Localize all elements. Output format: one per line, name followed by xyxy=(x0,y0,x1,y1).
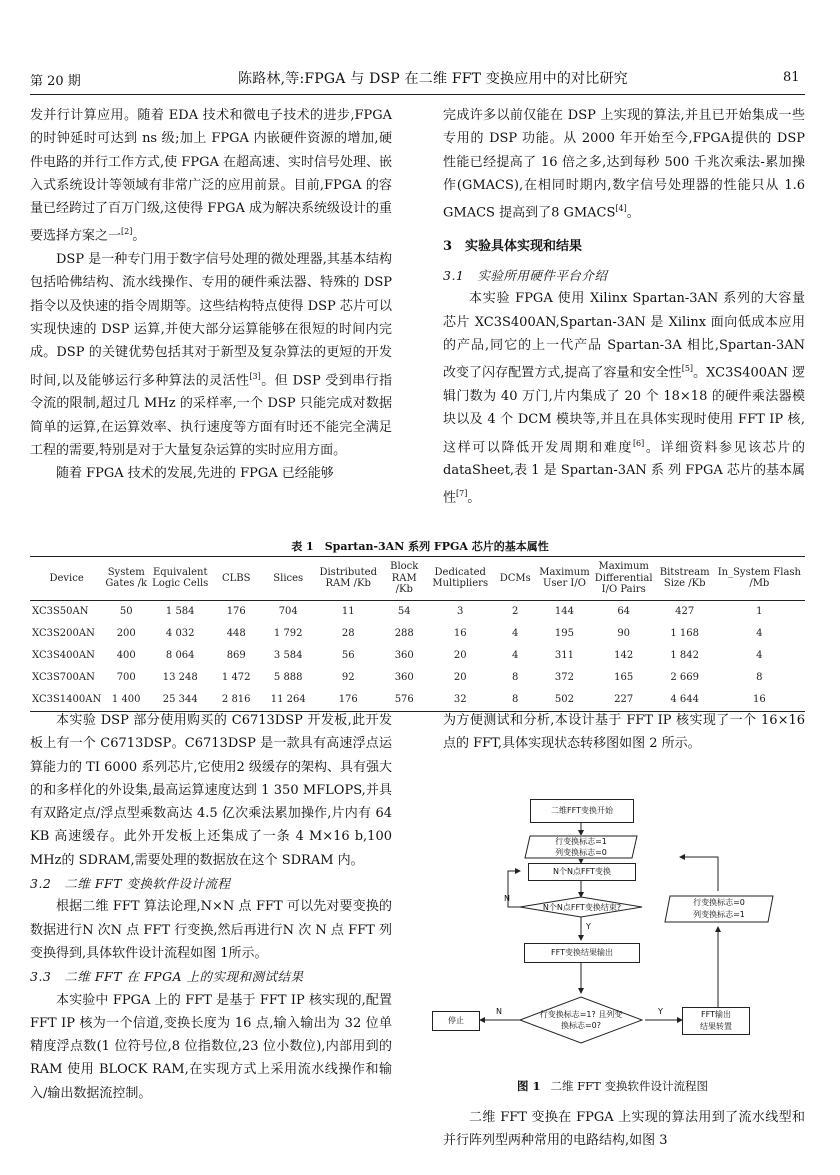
table-cell: 28 xyxy=(341,628,355,639)
subsection-heading: 3.1 实验所用硬件平台介绍 xyxy=(443,268,608,284)
column-header: Dedicated Multipliers xyxy=(432,566,489,590)
journal-issue: 第 20 期 xyxy=(30,74,81,89)
table-cell: 16 xyxy=(453,628,467,639)
table-cell: 142 xyxy=(614,650,634,661)
column-header: Equivalent Logic Cells xyxy=(152,566,209,590)
set-flags-box: 行变换标志=0 列变换标志=1 xyxy=(664,895,774,923)
section-heading: 3 实验具体实现和结果 xyxy=(443,238,583,254)
transpose-box: FFT输出 结果转置 xyxy=(682,1007,750,1035)
table-cell: 195 xyxy=(554,628,574,639)
yes-label: Y xyxy=(658,1007,663,1016)
table-cell: 64 xyxy=(617,606,631,617)
table-cell: XC3S200AN xyxy=(32,628,95,639)
column-header: Device xyxy=(49,572,84,584)
table-row xyxy=(30,600,805,623)
connector-arrow xyxy=(680,857,718,891)
table-row xyxy=(30,689,805,712)
table-cell: 1 842 xyxy=(670,650,699,661)
table-cell: 50 xyxy=(119,606,133,617)
subsection-heading: 3.3 二维 FFT 在 FPGA 上的实现和测试结果 xyxy=(30,969,304,985)
table-row xyxy=(30,623,805,645)
paragraph: 完成许多以前仅能在 DSP 上实现的算法,并且已开始集成一些专用的 DSP 功能。从 2000 年开始至今,FPGA提供的 DSP 性能已经提高了 16 倍之多,达到每秒 500 千兆次乘法-累加操作(GMACS),在相同时期内,数字信号处理器的性能只从 1.6 GMACS 提高到了8 GMACS[4]。 xyxy=(443,108,805,221)
table-cell: 3 584 xyxy=(273,650,303,661)
paragraph: 本实验 DSP 部分使用购买的 C6713DSP 开发板,此开发板上有一个 C6713DSP。C6713DSP 是一款具有高速浮点运算能力的 TI 6000 系列芯片,它使用2 级缓存的架构、具有强大的和多样化的外设集,最高运算速度达到 1 350 MFLOPS,并具有双路定点/浮点型乘数高达 4.5 亿次乘法累加操作,片内有 64 KB 高速缓存。此外开发板上还集成了一条 4 M×16 b,100 MHz的 SDRAM,需要处理的数据放在这个 SDRAM 内。 xyxy=(30,713,392,868)
column-header: CLBS xyxy=(221,572,251,584)
table-cell: 4 644 xyxy=(670,694,699,705)
table-cell: 2 669 xyxy=(670,672,699,683)
table-cell: 700 xyxy=(116,672,136,683)
paragraph: 二维 FFT 变换在 FPGA 上实现的算法用到了流水线型和并行阵列型两种常用的电路结构,如图 3 xyxy=(443,1110,805,1149)
table-cell: 13 248 xyxy=(162,672,198,683)
table-cell: XC3S700AN xyxy=(32,672,95,683)
table-cell: 502 xyxy=(554,694,574,705)
table-cell: 20 xyxy=(453,672,467,683)
table-cell: 1 792 xyxy=(273,628,303,639)
table-cell: 20 xyxy=(453,650,467,661)
table-cell: 576 xyxy=(394,694,414,705)
paragraph: DSP 是一种专门用于数字信号处理的微处理器,其基本结构包括哈佛结构、流水线操作、专用的硬件乘法器、特殊的 DSP 指令以及快速的指令周期等。这些结构特点使得 DSP 芯片可以实现快速的 DSP 运算,并使大部分运算能够在很短的时间内完成。DSP 的关键优势包括其对于新型及复杂算法的更短的开发时间,以及能够运行多种算法的灵活性[3]。但 DSP 受到串行指令流的限制,超过几 MHz 的采样率,一个 DSP 只能完成对数据简单的运算,在运算效率、执行速度等方面有时还不能完全满足工程的需要,特别是对于大量复杂运算的实时应用方面。 xyxy=(30,252,392,458)
table-header-row xyxy=(30,557,805,601)
column-header: Slices xyxy=(273,572,304,584)
column-header: Maximum Differential I/O Pairs xyxy=(594,561,653,595)
running-title: 陈路林,等:FPGA 与 DSP 在二维 FFT 变换应用中的对比研究 xyxy=(238,71,628,87)
table-cell: 11 xyxy=(341,606,355,617)
column-header: Bitstream Size /Kb xyxy=(659,566,710,590)
table-cell: 311 xyxy=(554,650,574,661)
table-cell: 4 xyxy=(512,650,519,661)
header-rule xyxy=(30,94,805,95)
table-cell: 200 xyxy=(116,628,136,639)
column-header: Distributed RAM /Kb xyxy=(319,566,377,590)
table-cell: 1 472 xyxy=(221,672,251,683)
table-cell: 32 xyxy=(453,694,467,705)
table-cell: 176 xyxy=(226,606,246,617)
table-cell: XC3S400AN xyxy=(32,650,95,661)
table-cell: 448 xyxy=(226,628,246,639)
table-cell: 1 584 xyxy=(165,606,195,617)
output-box: FFT变换结果输出 xyxy=(524,943,640,963)
no-label: N xyxy=(504,894,510,903)
table-cell: 372 xyxy=(554,672,574,683)
table-cell: 869 xyxy=(226,650,246,661)
right-column-top xyxy=(443,104,805,510)
table-cell: 5 888 xyxy=(273,672,303,683)
table-cell: 1 400 xyxy=(111,694,141,705)
table-cell: 56 xyxy=(341,650,355,661)
yes-label: Y xyxy=(586,922,591,931)
left-column-top xyxy=(30,104,392,485)
table-cell: 4 032 xyxy=(165,628,195,639)
table-cell: 4 xyxy=(512,628,519,639)
table-cell: 2 816 xyxy=(221,694,251,705)
table-cell: 25 344 xyxy=(162,694,198,705)
no-label: N xyxy=(496,1007,502,1016)
table-cell: 4 xyxy=(756,628,763,639)
table-cell: 360 xyxy=(394,672,414,683)
paragraph: 根据二维 FFT 算法论理,N×N 点 FFT 可以先对要变换的数据进行N 次N 点 FFT 行变换,然后再进行N 次 N 点 FFT 列变换得到,具体软件设计流程如图 1所示。 xyxy=(30,899,392,961)
init-flags-box: 行变换标志=1 列变换标志=0 xyxy=(524,835,638,859)
table-cell: 92 xyxy=(341,672,355,683)
right-column-bottom xyxy=(443,709,805,756)
table-cell: 90 xyxy=(617,628,631,639)
table-cell: 4 xyxy=(756,650,763,661)
fft-process-box: N个N点FFT变换 xyxy=(528,863,636,881)
table-cell: 1 168 xyxy=(670,628,699,639)
paragraph: 本实验 FPGA 使用 Xilinx Spartan-3AN 系列的大容量芯片 XC3S400AN,Spartan-3AN 是 Xilinx 面向低成本应用的产品,同它的上一代产品 Spartan-3A 相比,Spartan-3AN 改变了闪存配置方式,提高了容量和安全性[5]。XC3S400AN 逻辑门数为 40 万门,片内集成了 20 个 18×18 的硬件乘法器模块以及 4 个 DCM 模块等,并且在具体实现时使用 FFT IP 核,这样可以降低开发周期和难度[6]。详细资料参见该芯片的 dataSheet,表 1 是 Spartan-3AN 系 列 FPGA 芯片的基本属性[7]。 xyxy=(443,291,805,506)
table-cell: 227 xyxy=(614,694,634,705)
table-cell: 704 xyxy=(278,606,298,617)
paragraph: 为方便测试和分析,本设计基于 FFT IP 核实现了一个 16×16点的 FFT,具体实现状态转移图如图 2 所示。 xyxy=(443,713,805,752)
table-cell: 8 xyxy=(512,672,519,683)
table-row xyxy=(30,645,805,667)
paragraph: 本实验中 FPGA 上的 FFT 是基于 FFT IP 核实现的,配置 FFT IP 核为一个信道,变换长度为 16 点,输入输出为 32 位单精度浮点数(1 位符号位,8 位指数位,23 位小数位),内部用到的 RAM 使用 BLOCK RAM,在实现方式上采用流水线操作和输入/输出数据流控制。 xyxy=(30,992,392,1101)
table-cell: 8 xyxy=(512,694,519,705)
left-column-bottom xyxy=(30,709,392,1105)
flag-decision-label: 行变换标志=1? 且列变 换标志=0? xyxy=(539,1010,623,1030)
table-cell: 400 xyxy=(116,650,136,661)
table-caption: 表 1 Spartan-3AN 系列 FPGA 芯片的基本属性 xyxy=(291,540,549,553)
table-cell: 3 xyxy=(457,606,464,617)
table-cell: 427 xyxy=(675,606,695,617)
table-cell: XC3S50AN xyxy=(32,606,89,617)
right-column-bottom-cont xyxy=(443,1106,805,1153)
column-header: In_System Flash /Mb xyxy=(717,566,801,590)
subsection-heading: 3.2 二维 FFT 变换软件设计流程 xyxy=(30,876,231,892)
column-header: Block RAM /Kb xyxy=(390,561,419,595)
table-cell: 11 264 xyxy=(270,694,306,705)
flowchart-figure xyxy=(420,785,805,1070)
figure-caption: 图 1 二维 FFT 变换软件设计流程图 xyxy=(517,1079,708,1093)
column-header: System Gates /k xyxy=(105,566,148,590)
table-cell: XC3S1400AN xyxy=(32,694,102,705)
table-cell: 16 xyxy=(752,694,766,705)
table-cell: 54 xyxy=(397,606,411,617)
table-cell: 288 xyxy=(394,628,414,639)
table-cell: 360 xyxy=(394,650,414,661)
stop-box: 停止 xyxy=(432,1011,480,1031)
table-cell: 165 xyxy=(614,672,634,683)
paragraph: 随着 FPGA 技术的发展,先进的 FPGA 已经能够 xyxy=(56,466,334,482)
table-cell: 176 xyxy=(338,694,358,705)
column-header: DCMs xyxy=(499,572,531,584)
table-row xyxy=(30,667,805,689)
paragraph: 发并行计算应用。随着 EDA 技术和微电子技术的进步,FPGA 的时钟延时可达到 ns 级;加上 FPGA 内嵌硬件资源的增加,硬件电路的并行工作方式,使 FPGA 在超高速、实时信号处理、嵌入式系统设计等领域有非常广泛的应用前景。目前,FPGA 的容量已经跨过了百万门级,这使得 FPGA 成为解决系统级设计的重要选择方案之一[2]。 xyxy=(30,108,392,244)
spartan-properties-table xyxy=(30,556,805,712)
column-header: Maximum User I/O xyxy=(539,566,590,590)
table-cell: 8 xyxy=(756,672,763,683)
page-number: 81 xyxy=(783,70,800,85)
start-box: 二维FFT变换开始 xyxy=(530,799,634,823)
check-diamond-label: N个N点FFT变换结束? xyxy=(542,903,622,912)
table-cell: 8 064 xyxy=(165,650,195,661)
table-cell: 1 xyxy=(756,606,763,617)
table-cell: 2 xyxy=(512,606,519,617)
table-cell: 144 xyxy=(554,606,574,617)
